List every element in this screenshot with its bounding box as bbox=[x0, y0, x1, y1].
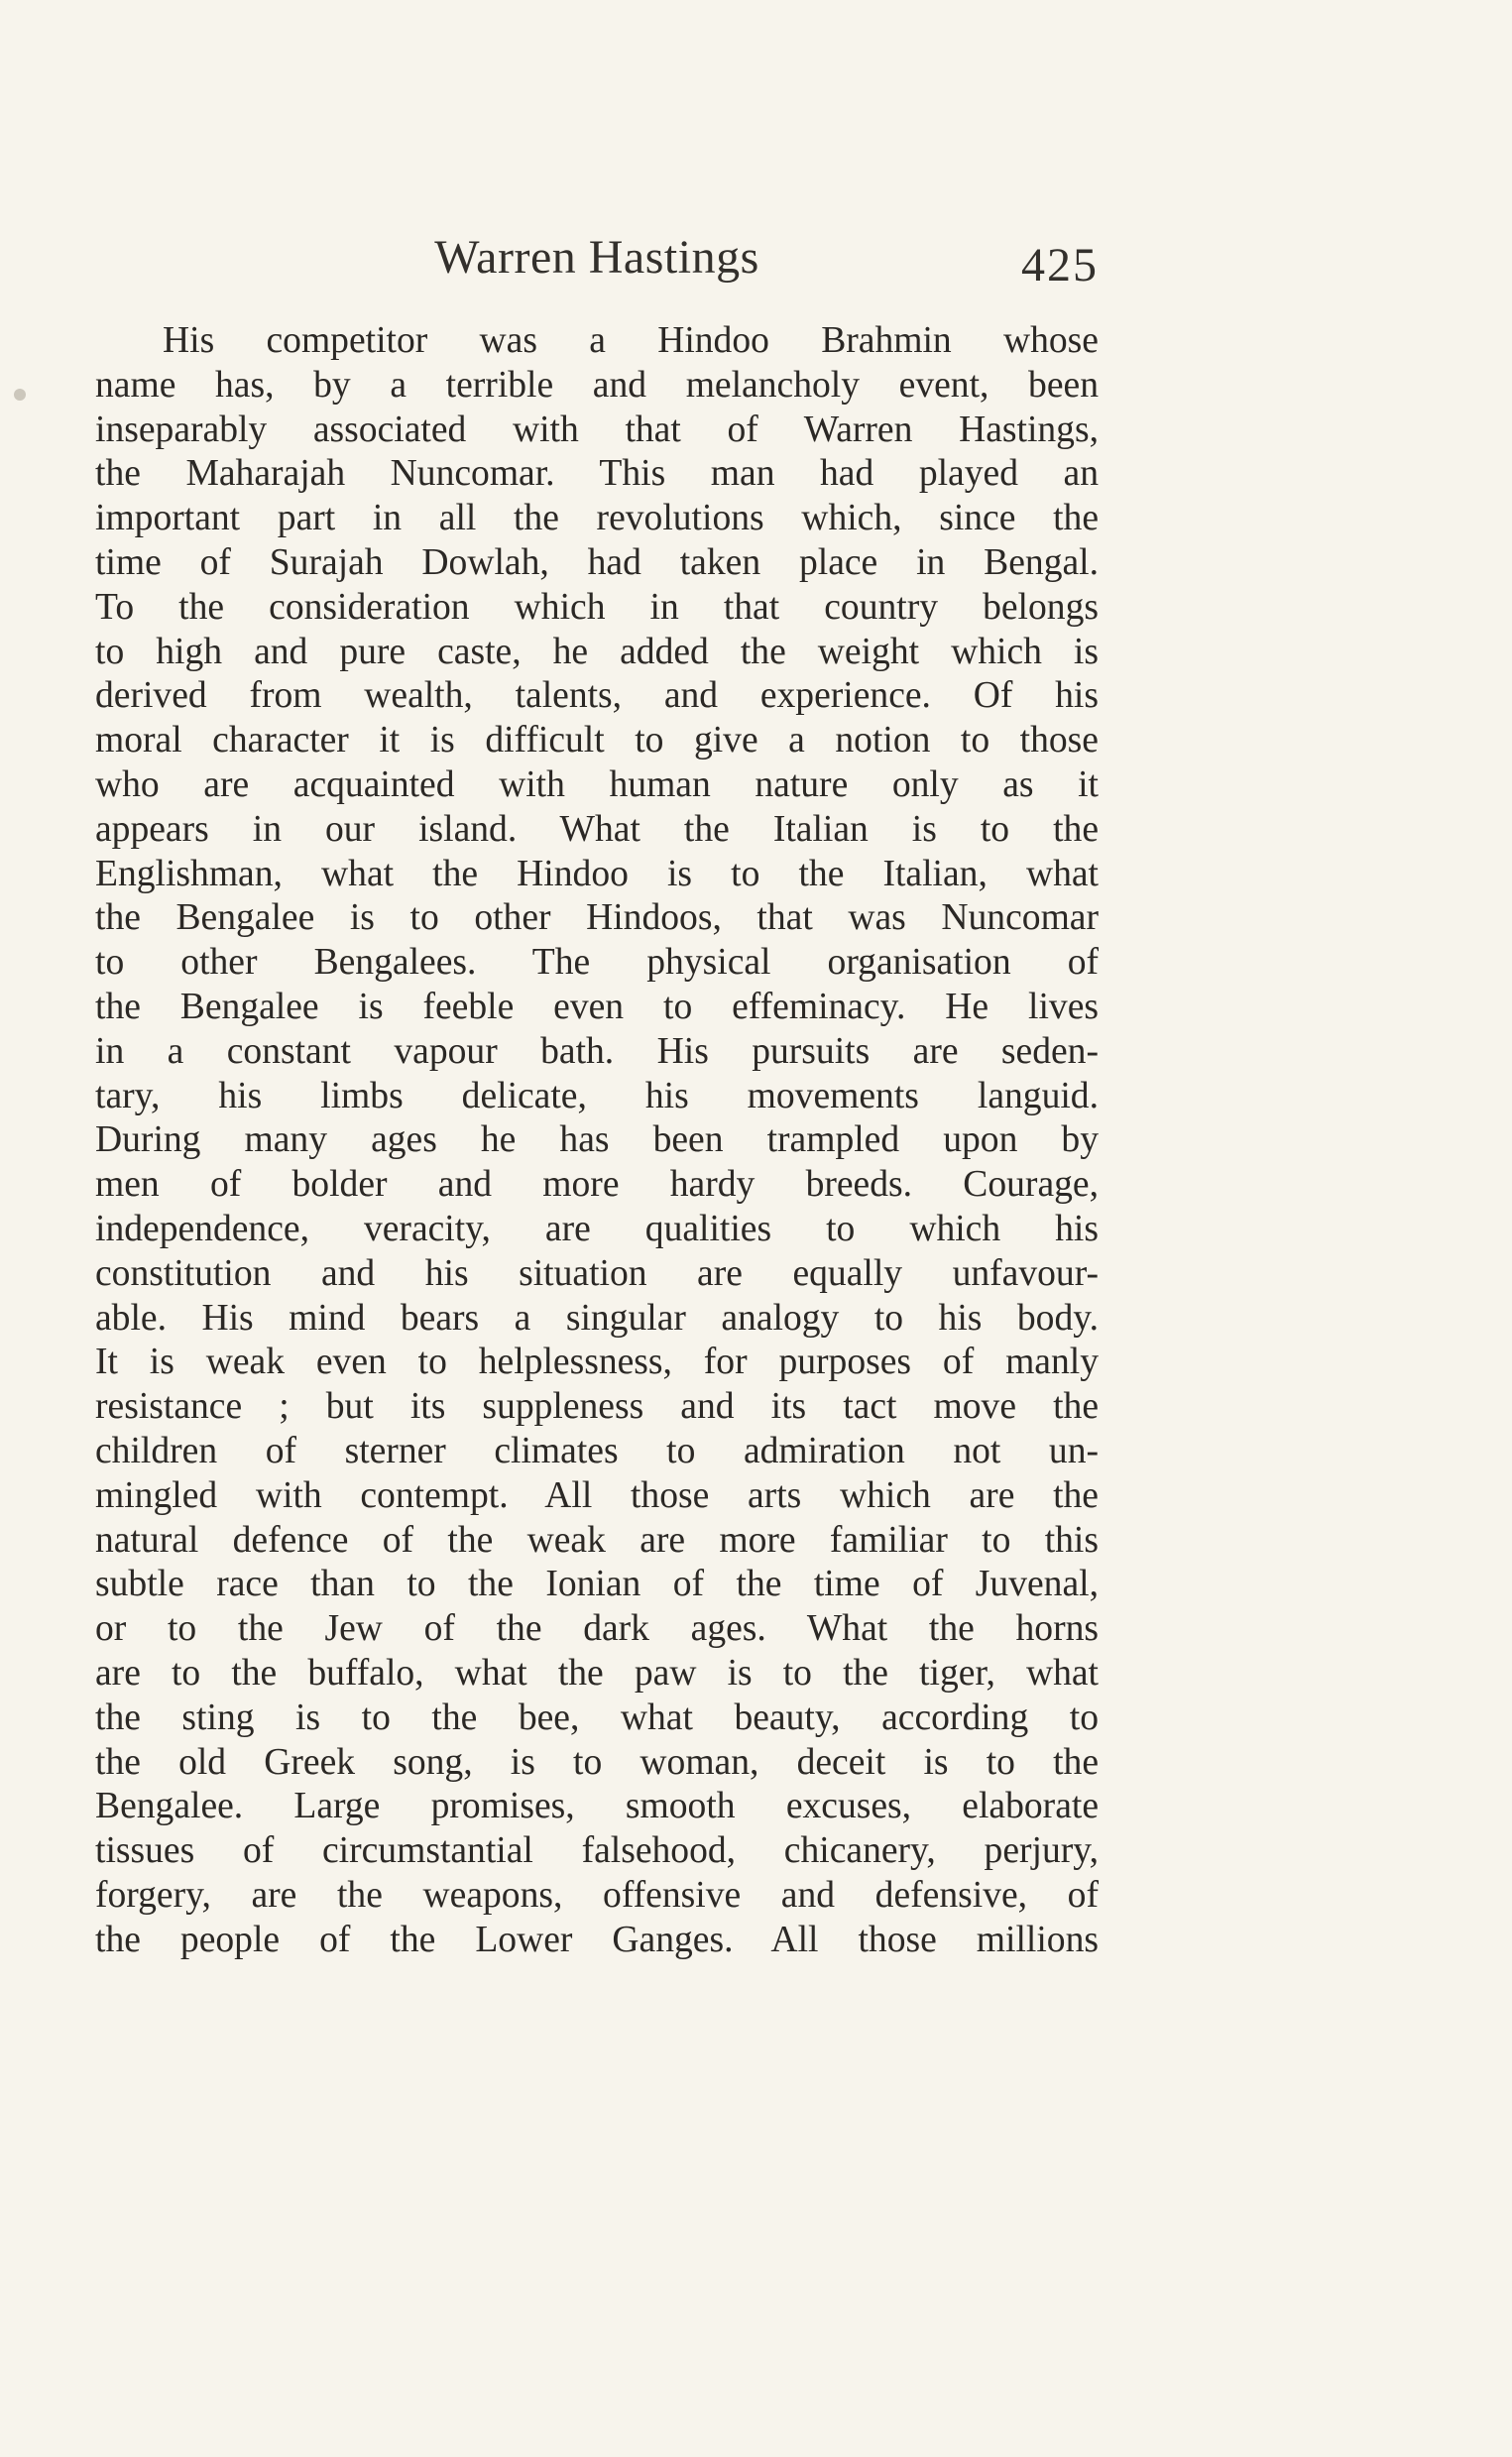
text-line: who are acquainted with human nature only as it bbox=[95, 763, 1099, 805]
text-line: derived from wealth, talents, and experience. Of his bbox=[95, 675, 1099, 717]
body-paragraph bbox=[95, 319, 1099, 1962]
margin-ink-spot bbox=[14, 389, 26, 401]
text-line: the people of the Lower Ganges. All those millions bbox=[95, 1919, 1099, 1960]
text-line: Englishman, what the Hindoo is to the Italian, what bbox=[95, 853, 1099, 894]
text-line: appears in our island. What the Italian is to the bbox=[95, 808, 1099, 850]
text-line: name has, by a terrible and melancholy event, been bbox=[95, 364, 1099, 406]
text-line: the old Greek song, is to woman, deceit is to the bbox=[95, 1741, 1099, 1783]
text-line: moral character it is difficult to give a notion to those bbox=[95, 720, 1099, 761]
text-line: men of bolder and more hardy breeds. Courage, bbox=[95, 1164, 1099, 1206]
text-line: in a constant vapour bath. His pursuits are seden- bbox=[95, 1030, 1099, 1072]
text-line: inseparably associated with that of Warren Hastings, bbox=[95, 409, 1099, 450]
text-line: the Maharajah Nuncomar. This man had played an bbox=[95, 453, 1099, 495]
text-line: tissues of circumstantial falsehood, chicanery, perjury, bbox=[95, 1830, 1099, 1872]
text-line: tary, his limbs delicate, his movements languid. bbox=[95, 1075, 1099, 1116]
text-line: or to the Jew of the dark ages. What the horns bbox=[95, 1608, 1099, 1650]
text-line: the Bengalee is to other Hindoos, that was Nuncomar bbox=[95, 897, 1099, 939]
text-line: important part in all the revolutions which, since the bbox=[95, 498, 1099, 539]
text-line: It is weak even to helplessness, for purposes of manly bbox=[95, 1342, 1099, 1383]
text-line: able. His mind bears a singular analogy to his body. bbox=[95, 1297, 1099, 1339]
running-head bbox=[95, 230, 1099, 299]
page-number: 425 bbox=[1021, 239, 1099, 292]
text-line: resistance ; but its suppleness and its tact move the bbox=[95, 1386, 1099, 1428]
text-line: natural defence of the weak are more familiar to this bbox=[95, 1519, 1099, 1561]
text-line: Bengalee. Large promises, smooth excuses, elaborate bbox=[95, 1786, 1099, 1827]
text-line: forgery, are the weapons, offensive and defensive, of bbox=[95, 1874, 1099, 1916]
text-line: to high and pure caste, he added the weight which is bbox=[95, 631, 1099, 672]
text-line: children of sterner climates to admiration not un- bbox=[95, 1430, 1099, 1471]
text-line: the sting is to the bee, what beauty, according to bbox=[95, 1696, 1099, 1738]
text-line: to other Bengalees. The physical organisation of bbox=[95, 942, 1099, 984]
text-line: constitution and his situation are equally unfavour- bbox=[95, 1252, 1099, 1294]
text-line: His competitor was a Hindoo Brahmin whose bbox=[163, 320, 1099, 361]
text-line: mingled with contempt. All those arts which are the bbox=[95, 1474, 1099, 1516]
running-head-title: Warren Hastings bbox=[434, 231, 759, 284]
text-line: the Bengalee is feeble even to effeminacy. He lives bbox=[95, 986, 1099, 1027]
text-line: time of Surajah Dowlah, had taken place in Bengal. bbox=[95, 541, 1099, 583]
text-line: are to the buffalo, what the paw is to the tiger, what bbox=[95, 1652, 1099, 1694]
text-line: To the consideration which in that country belongs bbox=[95, 586, 1099, 628]
text-line: subtle race than to the Ionian of the time of Juvenal, bbox=[95, 1564, 1099, 1605]
text-line: During many ages he has been trampled upon by bbox=[95, 1119, 1099, 1161]
text-line: independence, veracity, are qualities to which his bbox=[95, 1208, 1099, 1249]
